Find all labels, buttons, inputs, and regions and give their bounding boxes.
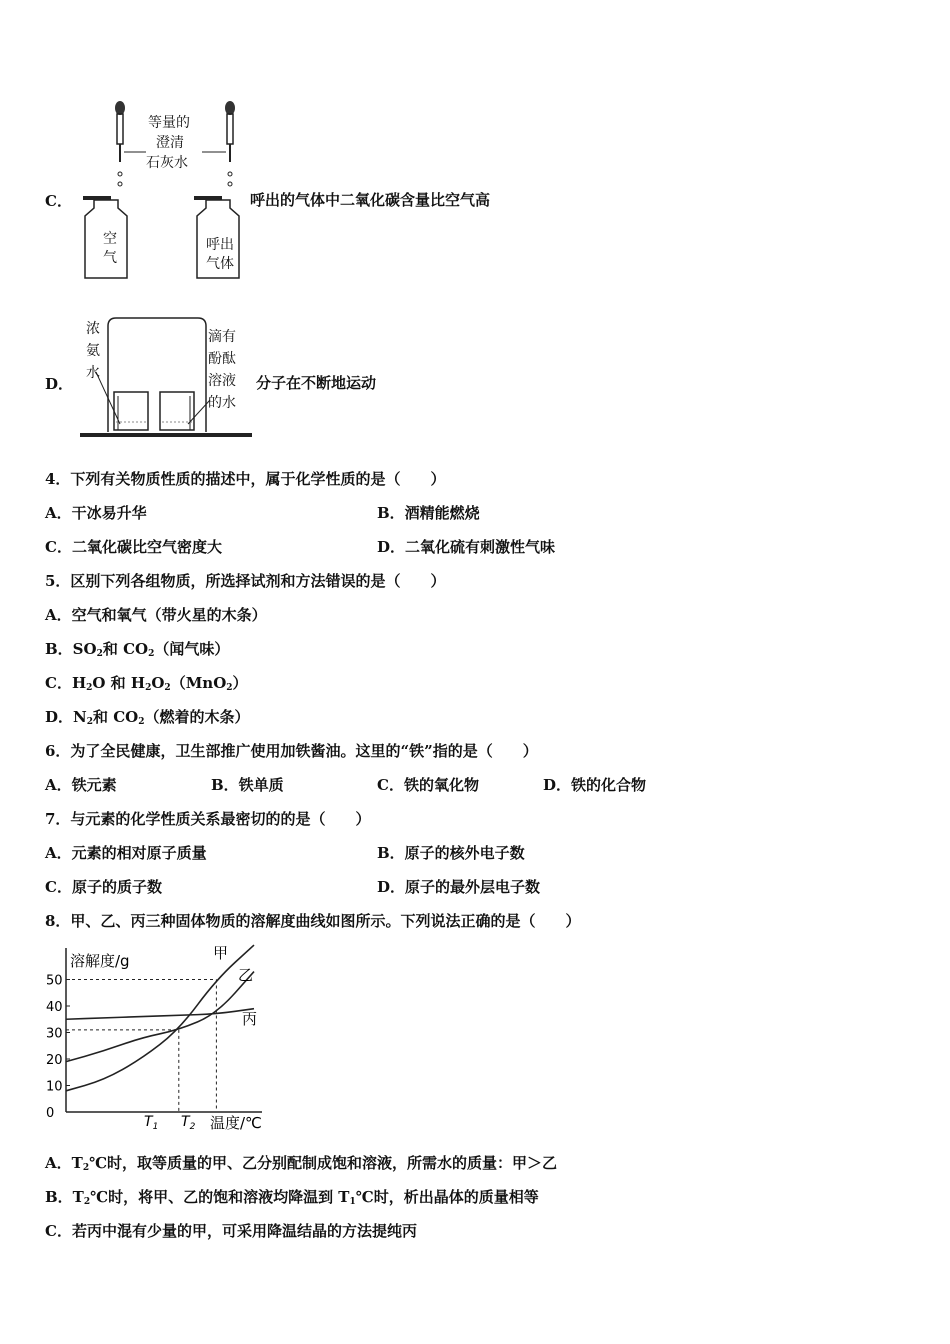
q6-option-b: B．铁单质: [211, 776, 284, 794]
bottle-exhaled-label-1: 呼出: [206, 237, 234, 253]
series-label-yi: 乙: [238, 966, 254, 984]
tick-t1: $T_1$: [144, 1114, 159, 1132]
y-tick-label: 40: [46, 1000, 63, 1015]
q8-option-b: B．$T_2℃$时，将甲、乙的饱和溶液均降温到 $T_1℃$时，析出晶体的质量相等: [45, 1188, 539, 1207]
bottle-air-label-1: 空: [103, 231, 117, 247]
q7-option-c: C．原子的质子数: [45, 878, 162, 896]
q8-stem: 8．甲、乙、丙三种固体物质的溶解度曲线如图所示。下列说法正确的是（ ）: [45, 912, 581, 930]
q5-option-c: C．$H_2O$ 和 $H_2O_2(MnO_2)$: [45, 674, 248, 693]
q4-option-a: A．干冰易升华: [45, 504, 147, 522]
phenolphthalein-label-2: 酚酞: [208, 351, 236, 367]
y-tick-label: 0: [46, 1106, 55, 1121]
y-axis-label: 溶解度/g: [70, 952, 130, 970]
q7-stem: 7．与元素的化学性质关系最密切的的是（ ）: [45, 810, 371, 828]
dropper-left: [115, 101, 125, 186]
dropper-label-line3: 石灰水: [146, 155, 188, 171]
solubility-curve-chart: [40, 940, 280, 1140]
q7-option-d: D．原子的最外层电子数: [377, 878, 541, 896]
tick-t2: $T_2$: [181, 1114, 196, 1132]
y-tick-label: 30: [46, 1026, 63, 1042]
series-label-jia: 甲: [213, 944, 229, 962]
q4-stem: 4．下列有关物质性质的描述中，属于化学性质的是（ ）: [45, 470, 446, 488]
q4-option-b: B．酒精能燃烧: [377, 504, 480, 522]
q3-option-d-statement: 分子在不断地运动: [256, 374, 377, 392]
ammonia-label-1: 浓: [86, 321, 100, 337]
q6-option-d: D．铁的化合物: [543, 776, 647, 794]
q4-option-c: C．二氧化碳比空气密度大: [45, 538, 222, 556]
y-tick-label: 10: [46, 1079, 63, 1095]
dropper-label-line1: 等量的: [148, 115, 190, 131]
phenolphthalein-label-3: 溶液: [208, 373, 236, 389]
dropper-right: [225, 101, 235, 186]
bottle-exhaled-label-2: 气体: [206, 256, 234, 272]
q3-option-d-label: D．: [45, 375, 74, 393]
dropper-label-line2: 澄清: [156, 135, 184, 151]
curve-bing: [66, 1009, 254, 1020]
phenolphthalein-label-1: 滴有: [208, 329, 236, 345]
y-tick-label: 20: [46, 1053, 63, 1068]
q6-stem: 6．为了全民健康，卫生部推广使用加铁酱油。这里的“铁”指的是（ ）: [45, 742, 538, 760]
phenolphthalein-label-4: 的水: [208, 395, 236, 411]
q5-option-a: A．空气和氧气（带火星的木条）: [45, 606, 267, 624]
series-label-bing: 丙: [242, 1010, 258, 1028]
x-axis-label: 温度/℃: [210, 1114, 262, 1132]
q8-option-c: C．若丙中混有少量的甲，可采用降温结晶的方法提纯丙: [45, 1222, 417, 1240]
q3-option-c-label: C．: [45, 192, 72, 210]
q6-option-a: A．铁元素: [45, 776, 117, 794]
q7-option-b: B．原子的核外电子数: [377, 844, 525, 862]
q4-option-d: D．二氧化硫有刺激性气味: [377, 538, 556, 556]
q5-option-d: D．$N_2$和 $CO_2$（燃着的木条）: [45, 708, 250, 727]
q5-option-b: B．$SO_2$和 $CO_2$（闻气味）: [45, 640, 230, 659]
q6-option-c: C．铁的氧化物: [377, 776, 479, 794]
ammonia-label-3: 水: [86, 365, 100, 381]
ammonia-label-2: 氨: [86, 343, 100, 359]
q7-option-a: A．元素的相对原子质量: [45, 844, 207, 862]
q3-option-c-statement: 呼出的气体中二氧化碳含量比空气高: [250, 191, 491, 209]
y-tick-label: 50: [46, 973, 63, 989]
q8-option-a: A．$T_2℃$时，取等质量的甲、乙分别配制成饱和溶液，所需水的质量：甲＞乙: [45, 1154, 558, 1173]
bottle-air-label-2: 气: [103, 250, 117, 266]
q5-stem: 5．区别下列各组物质，所选择试剂和方法错误的是（ ）: [45, 572, 446, 590]
